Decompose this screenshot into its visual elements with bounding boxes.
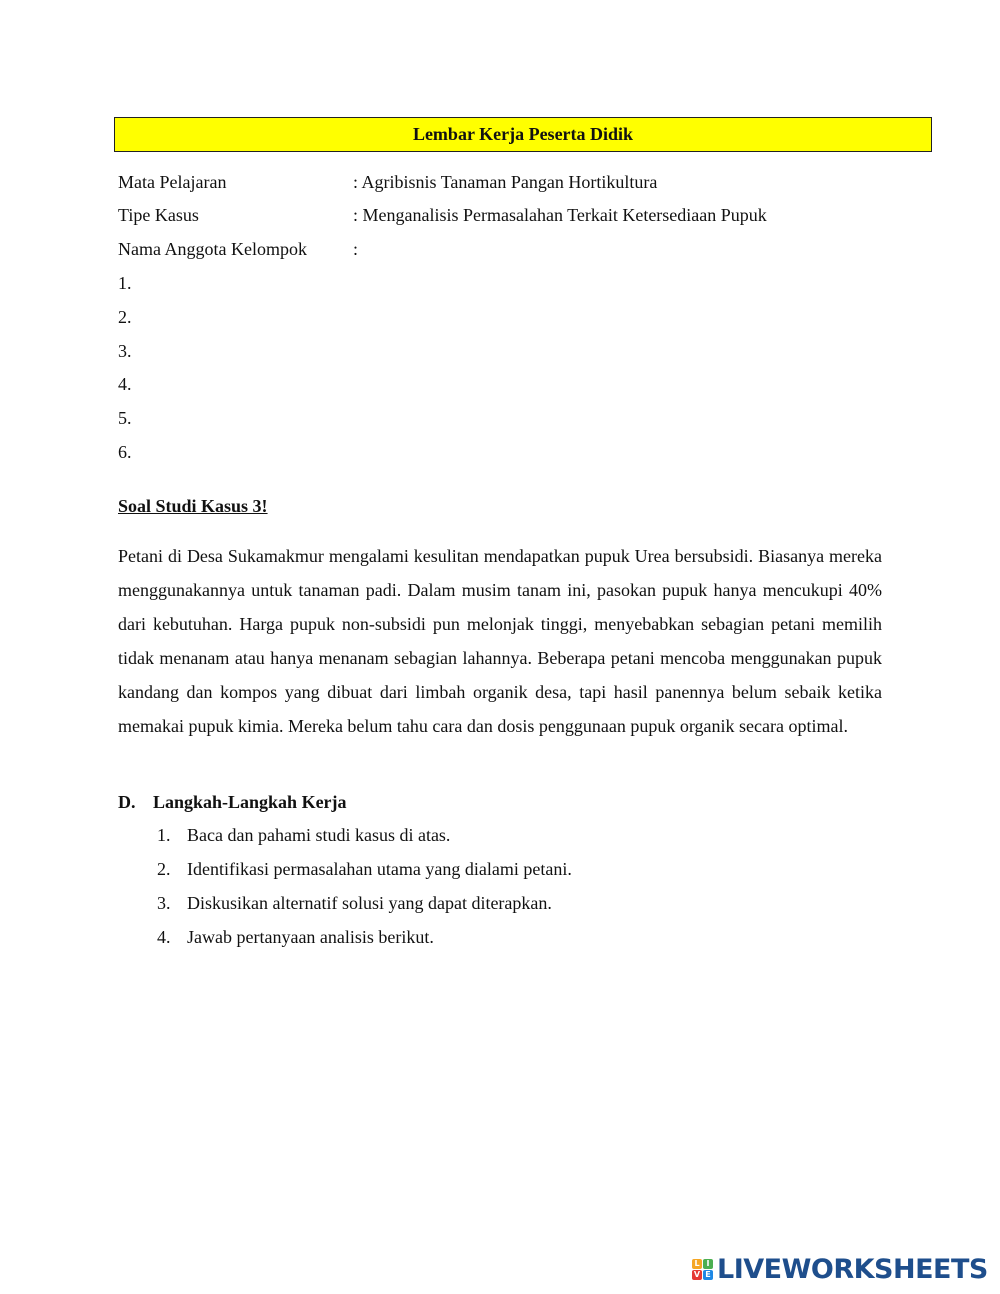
section-d-heading — [118, 790, 347, 814]
list-item — [157, 891, 572, 925]
info-label: Mata Pelajaran — [118, 172, 227, 192]
step-number: 2. — [157, 859, 171, 879]
list-item — [157, 857, 572, 891]
info-value: : — [353, 239, 359, 259]
step-number: 3. — [157, 893, 171, 913]
logo-mark-letter: V — [693, 1270, 701, 1279]
logo-mark-letter: I — [703, 1259, 713, 1269]
section-title: Langkah-Langkah Kerja — [153, 792, 347, 812]
info-value: : Menganalisis Permasalahan Terkait Ketersediaan Pupuk — [353, 205, 767, 225]
logo-mark-letter: L — [692, 1259, 702, 1269]
info-label: Nama Anggota Kelompok — [118, 239, 307, 259]
step-number: 1. — [157, 825, 171, 845]
step-number: 4. — [157, 927, 171, 947]
worksheet-title-box — [114, 117, 932, 152]
step-text: Jawab pertanyaan analisis berikut. — [187, 927, 434, 947]
logo-text: LIVEWORKSHEETS — [717, 1253, 988, 1285]
info-label: Tipe Kasus — [118, 205, 199, 225]
logo-mark-letter: E — [703, 1270, 713, 1280]
worksheet-title: Lembar Kerja Peserta Didik — [412, 124, 634, 144]
info-value: : Agribisnis Tanaman Pangan Hortikultura — [353, 172, 658, 192]
member-line: 6. — [118, 442, 132, 462]
info-row-subject — [118, 170, 657, 194]
member-line: 4. — [118, 374, 132, 394]
section-letter: D. — [118, 792, 136, 812]
info-row-group-members — [118, 237, 358, 261]
member-line: 2. — [118, 307, 132, 327]
liveworksheets-logo[interactable] — [692, 1252, 988, 1286]
logo-mark-icon — [692, 1259, 713, 1280]
case-study-title: Soal Studi Kasus 3! — [118, 496, 268, 516]
step-text: Diskusikan alternatif solusi yang dapat diterapkan. — [187, 893, 552, 913]
member-line: 5. — [118, 408, 132, 428]
member-line: 1. — [118, 273, 132, 293]
info-row-case-type — [118, 203, 767, 227]
work-steps-list — [157, 823, 572, 959]
member-line: 3. — [118, 341, 132, 361]
list-item — [157, 823, 572, 857]
step-text: Identifikasi permasalahan utama yang dialami petani. — [187, 859, 572, 879]
step-text: Baca dan pahami studi kasus di atas. — [187, 825, 451, 845]
case-study-text: Petani di Desa Sukamakmur mengalami kesulitan mendapatkan pupuk Urea bersubsidi. Biasanya mereka menggunakannya untuk tanaman padi. Dalam musim tanam ini, pasokan pupuk hanya mencukupi 40% dari kebutuhan. Harga pupuk non-subsidi pun melonjak tinggi, menyebabkan sebagian petani memilih tidak menanam atau hanya menanam sebagian lahannya. Beberapa petani mencoba menggunakan pupuk kandang dan kompos yang dibuat dari limbah organik desa, tapi hasil panennya belum sebaik ketika memakai pupuk kimia. Mereka belum tahu cara dan dosis penggunaan pupuk organik secara optimal. — [118, 546, 882, 736]
list-item — [157, 925, 572, 959]
